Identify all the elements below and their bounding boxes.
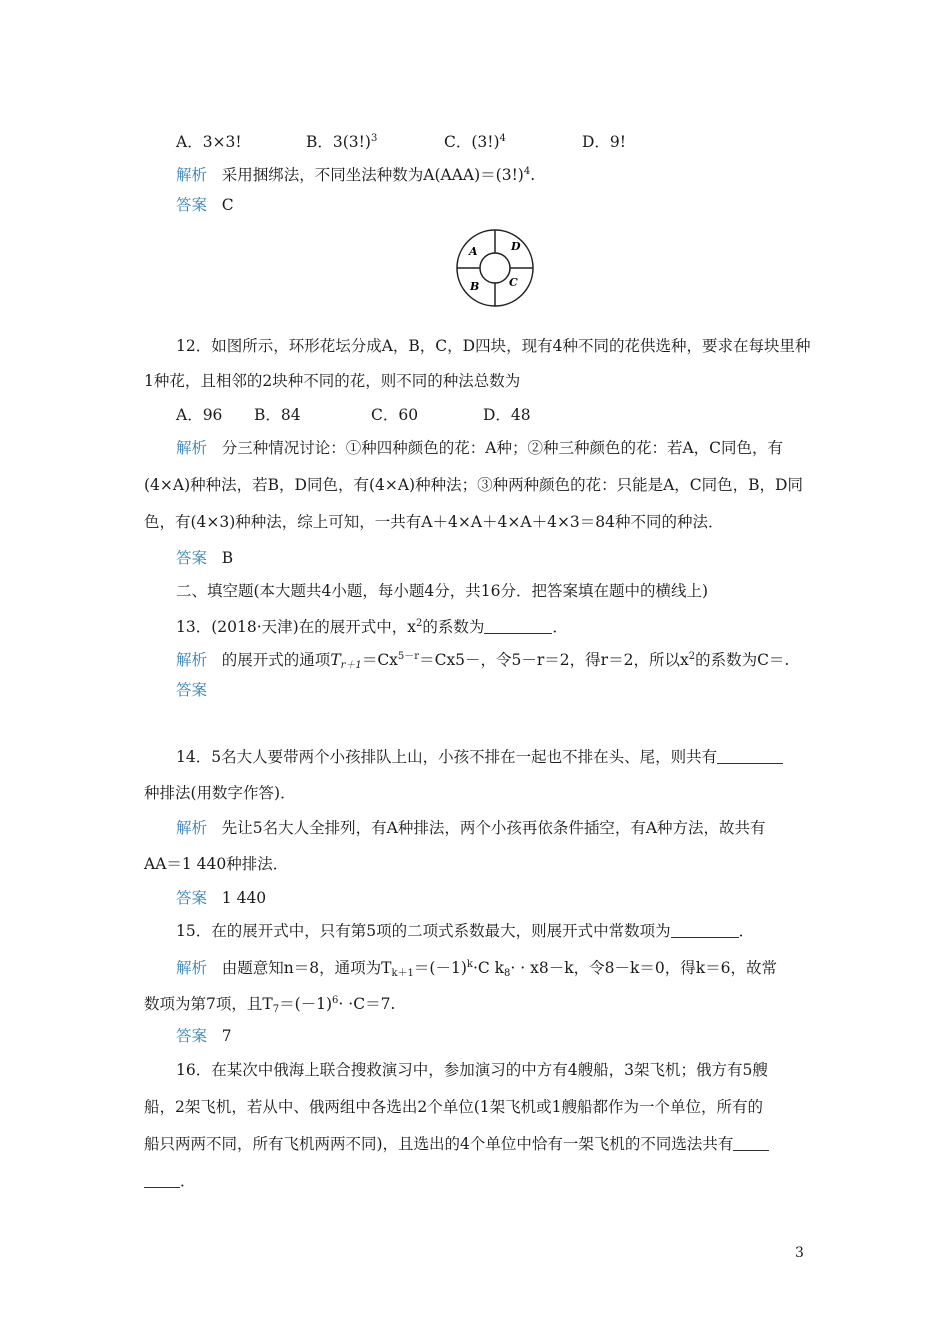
answer-label: 答案 (176, 681, 208, 699)
q12-option-c: C．60 (371, 406, 419, 424)
answer-blank (484, 619, 552, 634)
q16-stem-line4: ． (144, 1170, 196, 1192)
answer-blank (717, 749, 783, 764)
answer-blank (733, 1136, 769, 1151)
q15-analysis-line1: 解析 由题意知n＝8，通项为$T_{k+1}=(-1)^k\cdot C$ $k_8\cdot \cdot x8-k$，令8－k＝0，得k＝6，故常 (176, 959, 777, 979)
ring-flowerbed-diagram (455, 228, 535, 308)
q15-answer (176, 1025, 232, 1047)
answer-blank-continued (144, 1173, 180, 1188)
answer-blank (671, 923, 739, 938)
q12-option-d: D．48 (483, 406, 531, 424)
q12-analysis-line3: 色，有(4×3)种种法，综上可知，一共有A＋4×A＋4×A＋4×3＝84种不同的种法． (144, 513, 724, 531)
region-label-d: D (511, 240, 521, 253)
answer-value: B (221, 549, 234, 567)
q11-option-b: B．$3(3!)^3$ (306, 133, 378, 151)
q13-answer (176, 679, 207, 701)
q14-stem-line1: 14．5名大人要带两个小孩排队上山，小孩不排在一起也不排在头、尾，则共有 (176, 746, 783, 768)
q12-analysis-line1: 解析 分三种情况讨论：①种四种颜色的花：A种；②种三种颜色的花：若A，C同色，有 (176, 439, 784, 457)
page-number: 3 (795, 1245, 804, 1261)
q13-analysis: 解析 的展开式的通项$T_{r+1}=Cx^{5-r}=Cx5-$，令5－r＝2，得r＝2，所以$x^2$的系数为C＝. (176, 651, 790, 671)
answer-value: 1 440 (221, 889, 267, 907)
answer-label: 答案 (176, 889, 208, 907)
q12-option-b: B．84 (254, 406, 301, 424)
q15-stem: 15．在的展开式中，只有第5项的二项式系数最大，则展开式中常数项为 ． (176, 922, 755, 940)
answer-label: 答案 (176, 1027, 208, 1045)
answer-value: C (221, 196, 234, 214)
analysis-label: 解析 (176, 959, 208, 977)
q11-option-a: A．3×3! (176, 133, 242, 151)
q12-stem-line2: 1种花，且相邻的2块种不同的花，则不同的种法总数为 (144, 372, 521, 390)
q11-option-c: C．$(3!)^4$ (444, 133, 506, 151)
q12-answer (176, 547, 233, 569)
q14-answer (176, 887, 266, 909)
q16-stem-line2: 船，2架飞机，若从中、俄两组中各选出2个单位(1架飞机或1艘船都作为一个单位，所有的 (144, 1098, 763, 1116)
analysis-label: 解析 (176, 166, 208, 184)
q12-analysis-line2: (4×A)种种法，若B，D同色，有(4×A)种种法；③种两种颜色的花：只能是A，C同色，B，D同 (144, 476, 803, 494)
q16-stem-line1: 16．在某次中俄海上联合搜救演习中，参加演习的中方有4艘船，3架飞机；俄方有5艘 (176, 1061, 768, 1079)
q12-options (176, 404, 531, 426)
q13-stem: 13．(2018·天津)在的展开式中，$x^2$的系数为 ． (176, 618, 568, 636)
answer-label: 答案 (176, 196, 208, 214)
section-heading: 二、填空题(本大题共4小题，每小题4分，共16分．把答案填在题中的横线上) (176, 582, 709, 600)
q16-stem-line3: 船只两两不同，所有飞机两两不同)，且选出的4个单位中恰有一架飞机的不同选法共有 (144, 1133, 769, 1155)
answer-value: 7 (221, 1027, 232, 1045)
analysis-label: 解析 (176, 439, 208, 457)
region-label-c: C (509, 276, 518, 289)
region-label-a: A (469, 245, 478, 258)
q12-option-a: A．96 (176, 406, 223, 424)
q11-analysis: 解析 采用捆绑法，不同坐法种数为$A(AAA)=(3!)^4$. (176, 166, 536, 184)
q12-stem-line1: 12．如图所示，环形花坛分成A，B，C，D四块，现有4种不同的花供选种，要求在每块里种 (176, 337, 811, 355)
q15-analysis-line2: 数项为第7项，且$T_7=(-1)^6\cdot \cdot C=7$. (144, 995, 396, 1015)
q14-stem-line2: 种排法(用数字作答)． (144, 784, 296, 802)
q11-option-d: D．9! (582, 133, 627, 151)
answer-label: 答案 (176, 549, 208, 567)
analysis-label: 解析 (176, 819, 208, 837)
region-label-b: B (470, 280, 480, 293)
analysis-label: 解析 (176, 651, 208, 669)
q11-answer (176, 194, 234, 216)
q14-analysis-line2: AA＝1 440种排法． (144, 855, 289, 873)
q11-options (176, 128, 626, 153)
q14-analysis-line1: 解析 先让5名大人全排列，有A种排法，两个小孩再依条件插空，有A种方法，故共有 (176, 819, 766, 837)
